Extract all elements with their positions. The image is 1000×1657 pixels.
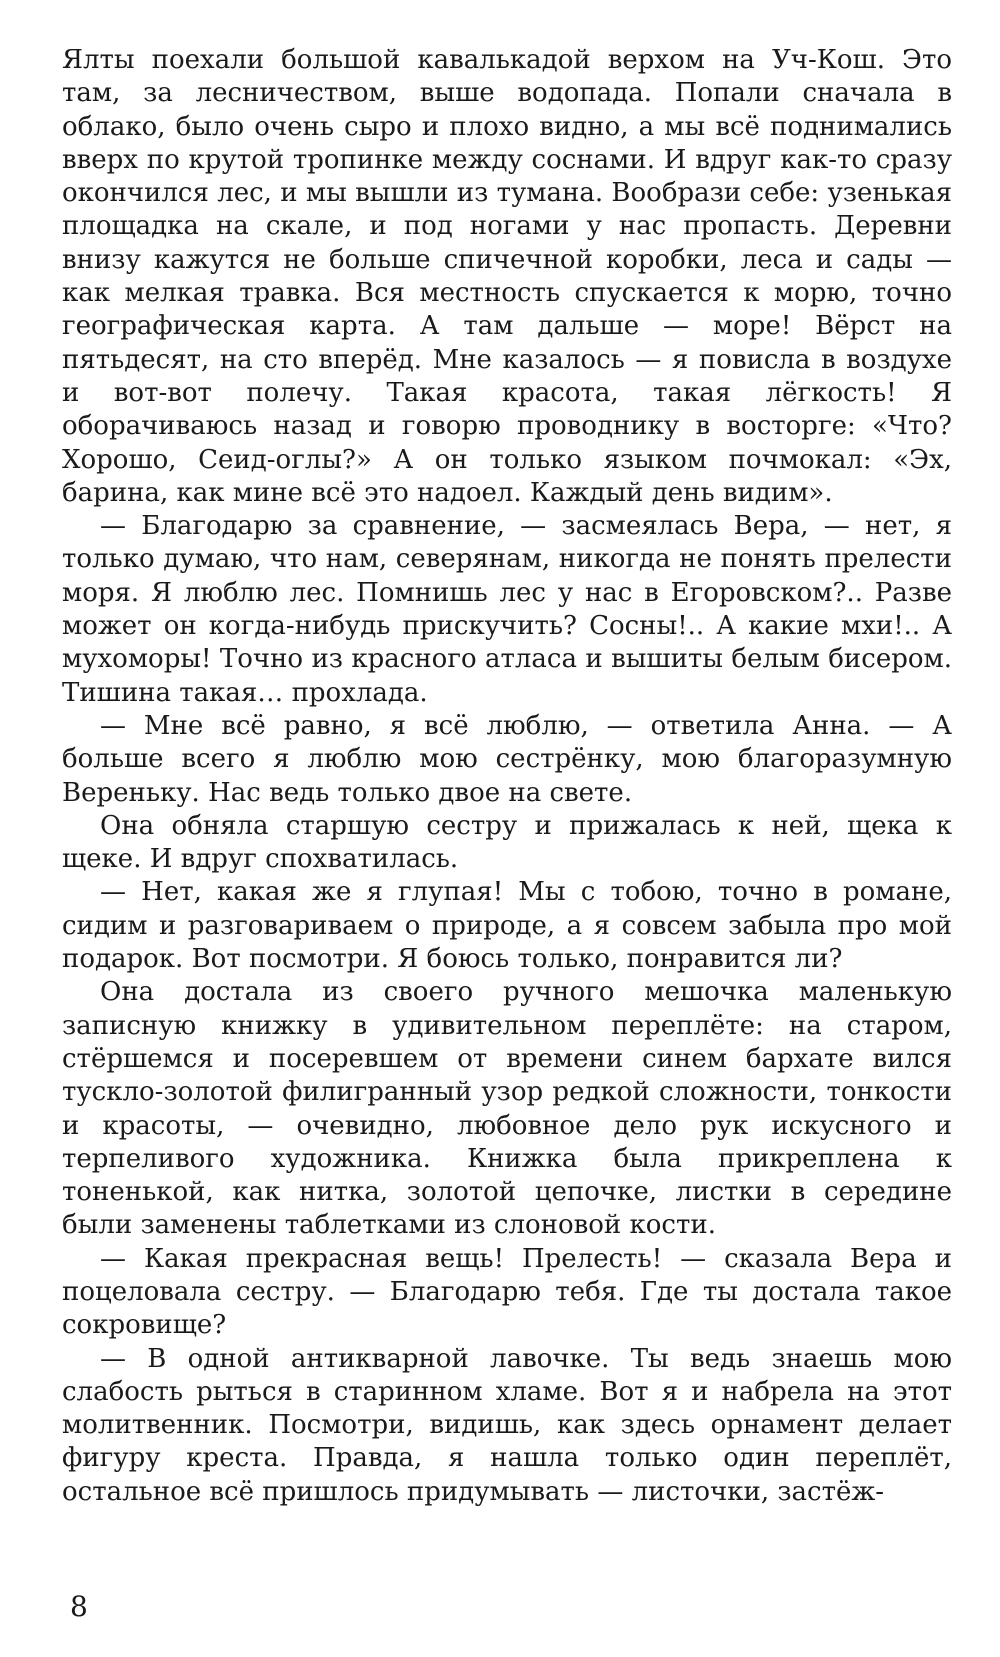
paragraph-5: — Нет, какая же я глупая! Мы с тобою, точно в романе, сидим и разговариваем о природе, а я совсем забыла про мой подарок. Вот посмотри. Я боюсь только, понравится ли? bbox=[62, 877, 952, 975]
body-text bbox=[62, 44, 952, 1509]
paragraph-4: Она обняла старшую сестру и прижалась к ней, щека к щеке. И вдруг спохватилась. bbox=[62, 810, 952, 875]
paragraph-2: — Благодарю за сравнение, — засмеялась Вера, — нет, я только думаю, что нам, северянам, никогда не понять прелести моря. Я люблю лес. Помнишь лес у нас в Егоровском?.. Разве может он когда-нибудь прискучить? Сосны!.. А какие мхи!.. А мухоморы! Точно из красного атласа и вышиты белым бисером. Тишина такая… прохлада. bbox=[62, 511, 952, 708]
paragraph-1: Ялты поехали большой кавалькадой верхом на Уч-Кош. Это там, за лесничеством, выше водопада. Попали сначала в облако, было очень сыро и плохо видно, а мы всё поднимались вверх по крутой тропинке между соснами. И вдруг как-то сразу окончился лес, и мы вышли из тумана. Вообрази себе: узенькая площадка на скале, и под ногами у нас пропасть. Деревни внизу кажутся не больше спичечной коробки, леса и сады — как мелкая травка. Вся местность спускается к морю, точно географическая карта. А там дальше — море! Вёрст на пятьдесят, на сто вперёд. Мне казалось — я повисла в воздухе и вот-вот полечу. Такая красота, такая лёгкость! Я оборачиваюсь назад и говорю проводнику в восторге: «Что? Хорошо, Сеид-оглы?» А он только языком почмокал: «Эх, барина, как мине всё это надоел. Каждый день видим». bbox=[62, 45, 952, 508]
paragraph-6: Она достала из своего ручного мешочка маленькую записную книжку в удивительном переплёте: на старом, стёршемся и посеревшем от времени синем бархате вился тускло-золотой филигранный узор редкой сложности, тонкости и красоты, — очевидно, любовное дело рук искусного и терпеливого художника. Книжка была прикреплена к тоненькой, как нитка, золотой цепочке, листки в середине были заменены таблетками из слоновой кости. bbox=[62, 977, 952, 1241]
paragraph-7: — Какая прекрасная вещь! Прелесть! — сказала Вера и поцеловала сестру. — Благодарю тебя. Где ты достала такое сокровище? bbox=[62, 1243, 952, 1341]
paragraph-3: — Мне всё равно, я всё люблю, — ответила Анна. — А больше всего я люблю мою сестрёнку, мою благоразумную Вереньку. Нас ведь только двое на свете. bbox=[62, 710, 952, 808]
paragraph-8: — В одной антикварной лавочке. Ты ведь знаешь мою слабость рыться в старинном хламе. Вот я и набрела на этот молитвенник. Посмотри, видишь, как здесь орнамент делает фигуру креста. Правда, я нашла только один переплёт, остальное всё пришлось придумывать — листочки, застёж- bbox=[62, 1343, 952, 1507]
page-number: 8 bbox=[70, 1590, 88, 1623]
